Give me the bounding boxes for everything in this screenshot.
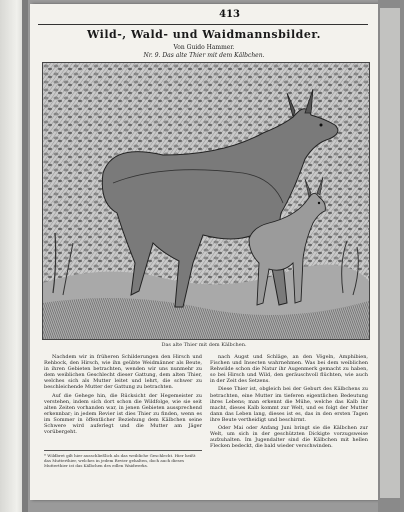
page-title: Wild-, Wald- und Waidmannsbilder. — [87, 28, 321, 41]
author-line: Von Guido Hammer. — [173, 44, 235, 51]
article-subtitle: Nr. 9. Das alte Thier mit dem Kälbchen. — [143, 52, 265, 59]
header-rule — [38, 24, 368, 25]
book-page — [30, 4, 378, 500]
page-number: 413 — [219, 9, 240, 20]
text-column-right — [210, 354, 368, 451]
paragraph: Diese Thier ist, obgleich bei der Geburt des Kälbchens zu betrachten, eine Mutter im tieferen eigentlichen Bedeutung ihres Lebens; man erkennt die Mühe, welche das Kalb ihr macht, dieses Kalb kommt zur Welt, und es folgt der Mutter dann das Leben lang, dieses ist es, das in den ersten Tagen ihre Beute vertheidigt und beschirmt. — [210, 386, 368, 423]
deer-engraving-illustration — [42, 62, 370, 340]
paragraph: Nachdem wir in früheren Schilderungen den Hirsch und Rehbock, den Hirsch, wie ihn geübte Weidmänner als Beute, in ihren Gebieten betrachten, wenden wir uns nunmehr zu dem weiblichen Geschlecht dieser Gattung, dem alten Thier, welches sich als Mutter leitet und lehrt, die schwer zu beschleichende Mutter der Gattung zu betrachten. — [44, 354, 202, 391]
paragraph: Oder Mai oder Anfang Juni bringt sie die Kälbchen zur Welt, um sich in der geschützten Dickigte vorzugsweise aufzuhalten. Im Jugendalter sind die Kälbchen mit hellen Flecken bedeckt, die bald wieder verschwinden. — [210, 425, 368, 450]
paragraph: Auf die Gehege hin, die Rücksicht der Hegemeister zu verstehen, indem sich dort schon die Wildfolge, wie sie seit alten Zeiten vorhanden war, in jenen Gebieten aussprechend erkennbar; in jedem Revier ist dies Thier zu finden, wenn es im Sommer in öffentlicher Beziehung dem Kälbchen seine Schwere wird auferlegt und die Mutter am Jäger vorübergeht. — [44, 392, 202, 436]
paragraph: nach Augst und Schläge, an den Vögeln, Amphibien, Fischen und Insecten wahrnehmen. Was bei dem weiblichen Rehwilde schon die Natur ihr Augenmerk gemacht zu haben, so bei Hirsch und Wild, den geräuschvoll flüchten, wie auch in der Zeit des Setzens. — [210, 354, 368, 385]
text-column-left — [44, 354, 202, 437]
binding-strip — [380, 8, 400, 498]
illustration-caption: Das alte Thier mit dem Kälbchen. — [161, 342, 247, 348]
footnote: * Wildbret gilt hier ausschließlich als das weibliche Geschlecht. Hier heißt das Mutterthier, welches in jedem Revier gehalten, doch auch dieses Mutterthier ist das Kälbchen des edlen Waidwerks. — [44, 450, 202, 469]
page-gutter — [22, 0, 28, 512]
